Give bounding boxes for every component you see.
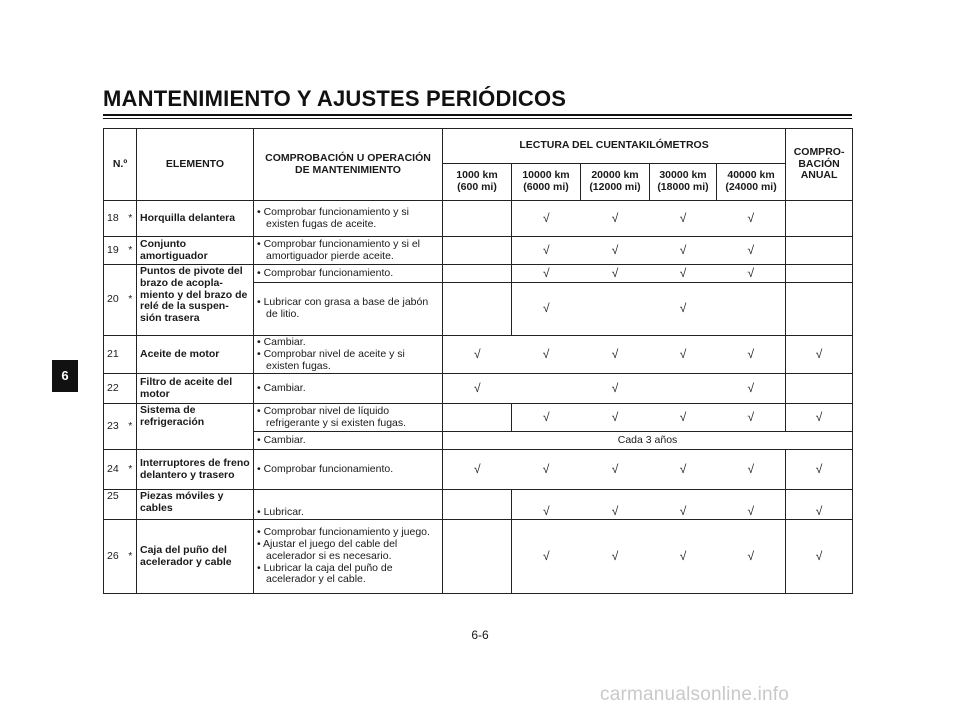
check-mark: √ (512, 490, 581, 520)
interval-note: Cada 3 años (443, 432, 853, 450)
check-mark: √ (717, 520, 786, 594)
watermark: carmanualsonline.info (600, 684, 790, 705)
header-check: COMPROBACIÓN U OPERACIÓN DE MANTENIMIENTO (254, 129, 443, 201)
check-mark: √ (786, 336, 853, 374)
check-mark: √ (717, 336, 786, 374)
table-row: 21 Aceite de motor • Cambiar. • Comprobar nivel de aceite y si existen fugas. √ √ √ √ √ √ (104, 336, 853, 374)
check-mark: √ (717, 201, 786, 237)
check-mark: √ (786, 450, 853, 490)
title-rule (103, 114, 852, 116)
check-mark: √ (581, 404, 650, 432)
check-mark: √ (512, 336, 581, 374)
header-km-40000: 40000 km (24000 mi) (717, 164, 786, 201)
check-mark: √ (786, 490, 853, 520)
check-mark: √ (512, 283, 581, 336)
check-mark: √ (650, 283, 717, 336)
header-km-30000: 30000 km (18000 mi) (650, 164, 717, 201)
check-mark: √ (581, 265, 650, 283)
check-mark: √ (717, 265, 786, 283)
check-mark: √ (717, 490, 786, 520)
check-mark: √ (650, 490, 717, 520)
page-number: 6-6 (471, 628, 489, 642)
table-row: • Lubricar con grasa a base de jabón de litio. √ √ (104, 283, 853, 336)
check-mark: √ (650, 237, 717, 265)
check-mark: √ (717, 404, 786, 432)
check-mark: √ (443, 450, 512, 490)
check-mark: √ (512, 265, 581, 283)
check-mark: √ (512, 450, 581, 490)
header-odometer: LECTURA DEL CUENTAKILÓMETROS (443, 129, 786, 164)
header-km-20000: 20000 km (12000 mi) (581, 164, 650, 201)
maintenance-table (103, 128, 853, 594)
check-mark: √ (581, 450, 650, 490)
check-mark: √ (650, 201, 717, 237)
header-element: ELEMENTO (137, 129, 254, 201)
table-row: 20 * Puntos de pivote del brazo de acopla-miento y del brazo de relé de la suspen-sión trasera • Comprobar funcionamiento. √ √ √ √ (104, 265, 853, 283)
section-tab: 6 (52, 360, 78, 392)
table-row: 26 * Caja del puño del acelerador y cable • Comprobar funcionamiento y juego. • Ajustar el juego del cable del acelerador si es necesario. • Lubricar la caja del puño de acelerador y el cable. √ √ √ √ √ (104, 520, 853, 594)
title-rule-thin (103, 118, 852, 119)
header-km-10000: 10000 km (6000 mi) (512, 164, 581, 201)
check-mark: √ (650, 265, 717, 283)
check-mark: √ (650, 336, 717, 374)
check-mark: √ (717, 237, 786, 265)
check-mark: √ (443, 336, 512, 374)
check-mark: √ (786, 404, 853, 432)
header-annual: COMPRO-BACIÓN ANUAL (786, 129, 853, 201)
check-mark: √ (512, 520, 581, 594)
check-mark: √ (581, 201, 650, 237)
check-mark: √ (650, 450, 717, 490)
check-mark: √ (581, 336, 650, 374)
check-mark: √ (717, 374, 786, 404)
check-mark: √ (786, 520, 853, 594)
table-row: 23 * Sistema de refrigeración • Comprobar nivel de líquido refrigerante y si existen fugas. √ √ √ √ √ (104, 404, 853, 432)
check-mark: √ (512, 237, 581, 265)
table-row: 18 * Horquilla delantera • Comprobar funcionamiento y si existen fugas de aceite. √ √ √ √ (104, 201, 853, 237)
table-row: • Cambiar. Cada 3 años (104, 432, 853, 450)
check-mark: √ (717, 450, 786, 490)
check-mark: √ (443, 374, 512, 404)
check-mark: √ (581, 374, 650, 404)
table-row: 22 Filtro de aceite del motor • Cambiar. √ √ √ (104, 374, 853, 404)
table-row: 24 * Interruptores de freno delantero y trasero • Comprobar funcionamiento. √ √ √ √ √ √ (104, 450, 853, 490)
check-mark: √ (581, 490, 650, 520)
check-mark: √ (581, 520, 650, 594)
check-mark: √ (650, 404, 717, 432)
table-row: 25 Piezas móviles y cables • Lubricar. √ √ √ √ √ (104, 490, 853, 520)
check-mark: √ (650, 520, 717, 594)
check-mark: √ (581, 237, 650, 265)
check-mark: √ (512, 201, 581, 237)
header-num: N.º (104, 129, 137, 201)
check-mark: √ (512, 404, 581, 432)
table-row: 19 * Conjunto amortiguador • Comprobar funcionamiento y si el amortiguador pierde aceite. √ √ √ √ (104, 237, 853, 265)
header-km-1000: 1000 km (600 mi) (443, 164, 512, 201)
page-title: MANTENIMIENTO Y AJUSTES PERIÓDICOS (103, 86, 567, 111)
